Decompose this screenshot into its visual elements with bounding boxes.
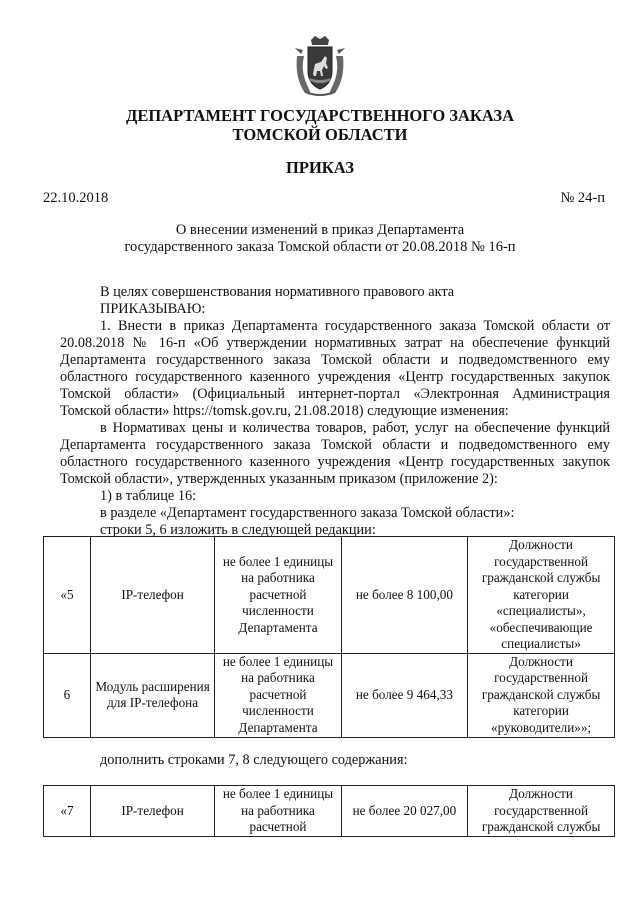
order-body xyxy=(60,284,610,539)
added-rows-table xyxy=(43,785,615,837)
order-number: № 24-п xyxy=(560,190,605,206)
item-positions: Должности государственной гражданской службы категории «специалисты», «обеспечивающие специалисты» xyxy=(468,537,615,654)
item-name: IP-телефон xyxy=(90,786,214,837)
table-row xyxy=(44,653,615,737)
item-positions: Должности государственной гражданской службы категории «руководители»»; xyxy=(468,653,615,737)
preamble-paragraph: В целях совершенствования нормативного правового акта xyxy=(100,284,455,300)
item-price: не более 9 464,33 xyxy=(341,653,467,737)
clause-1-paragraph: 1. Внести в приказ Департамента государственного заказа Томской области от 20.08.2018 № 16-п «Об утверждении нормативных затрат на обеспечение функций Департамента государственного заказа Томской области и подведомственного ему областного государственного казенного учреждения «Центр государственных закупок Томской области» (Официальный интернет-портал «Электронная Администрация Томской области» https://tomsk.gov.ru, 21.08.2018) следующие изменения: xyxy=(60,318,610,419)
item-quantity: не более 1 единицы на работника расчетной xyxy=(215,786,341,837)
amended-rows-table xyxy=(43,536,615,738)
item-quantity: не более 1 единицы на работника расчетной численности Департамента xyxy=(215,537,341,654)
row-number: «7 xyxy=(44,786,91,837)
section-ref-paragraph: в разделе «Департамент государственного заказа Томской области»: xyxy=(100,505,515,521)
subject-line2: государственного заказа Томской области от 20.08.2018 № 16-п xyxy=(124,239,516,255)
item-quantity: не более 1 единицы на работника расчетной численности Департамента xyxy=(215,653,341,737)
row-number: «5 xyxy=(44,537,91,654)
org-title-line2: ТОМСКОЙ ОБЛАСТИ xyxy=(232,125,408,144)
table-ref-paragraph: 1) в таблице 16: xyxy=(100,488,197,504)
item-price: не более 8 100,00 xyxy=(341,537,467,654)
rows-edit-paragraph: строки 5, 6 изложить в следующей редакции: xyxy=(100,522,376,538)
order-subject xyxy=(100,222,540,256)
coat-of-arms-icon xyxy=(291,36,349,96)
item-positions: Должности государственной гражданской службы xyxy=(468,786,615,837)
item-name: IP-телефон xyxy=(90,537,214,654)
document-type: ПРИКАЗ xyxy=(286,158,354,177)
row-number: 6 xyxy=(44,653,91,737)
item-price: не более 20 027,00 xyxy=(341,786,467,837)
order-keyword: ПРИКАЗЫВАЮ: xyxy=(100,301,206,317)
subject-line1: О внесении изменений в приказ Департамента xyxy=(175,222,465,238)
order-date: 22.10.2018 xyxy=(43,190,109,206)
item-name: Модуль расширения для IP-телефона xyxy=(90,653,214,737)
norms-paragraph: в Нормативах цены и количества товаров, работ, услуг на обеспечение функций Департамента государственного заказа Томской области и подведомственного ему областного государственного казенного учреждения «Центр государственных закупок Томской области», утвержденных указанным приказом (приложение 2): xyxy=(60,420,610,487)
table-row xyxy=(44,786,615,837)
add-rows-paragraph: дополнить строками 7, 8 следующего содержания: xyxy=(100,752,408,768)
table-row xyxy=(44,537,615,654)
org-title-line1: ДЕПАРТАМЕНТ ГОСУДАРСТВЕННОГО ЗАКАЗА xyxy=(125,106,515,125)
